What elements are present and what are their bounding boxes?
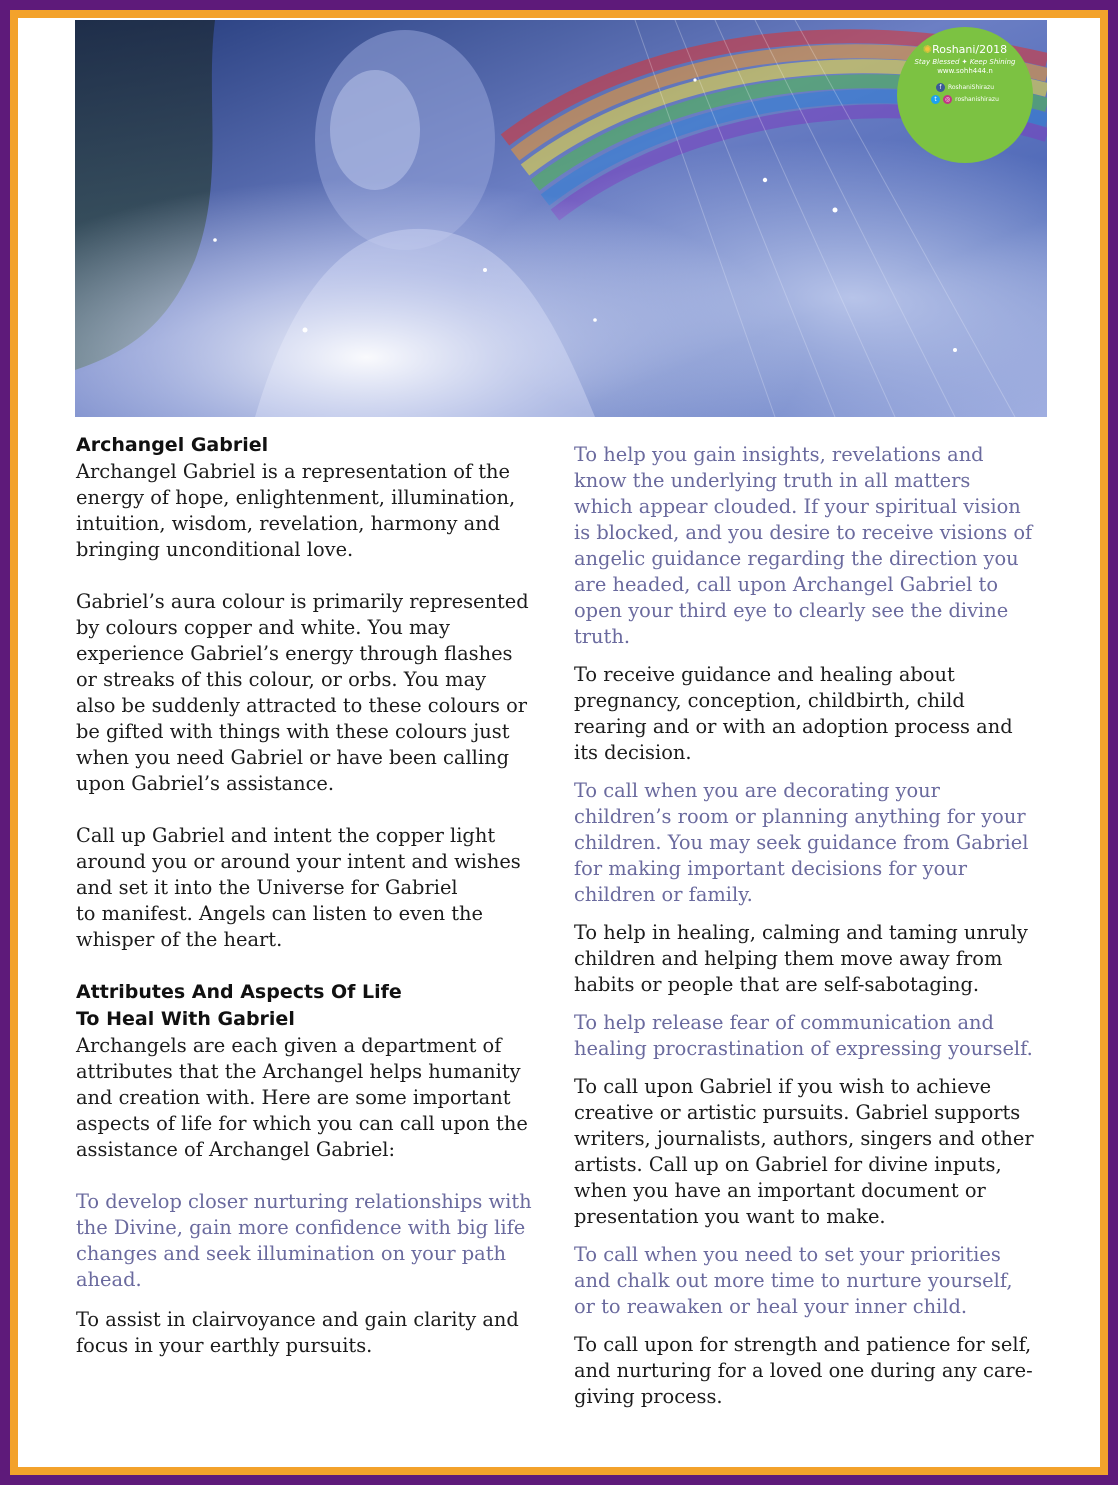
right-column <box>574 442 1059 1410</box>
badge-facebook: RoshaniShirazu <box>947 84 995 91</box>
heading-archangel-gabriel: Archangel Gabriel <box>76 434 269 456</box>
divine-paragraph: To develop closer nurturing relationships with the Divine, gain more confidence with big life changes and seek illumination on your path ahead. <box>76 1190 532 1291</box>
sun-icon: ✺ <box>922 43 933 56</box>
children-room-paragraph: To call when you are decorating your children’s room or planning anything for your children. You may seek guidance from Gabriel for making important decisions for your children or family. <box>574 779 1029 906</box>
twitter-icon: t <box>931 95 940 104</box>
unruly-children-paragraph: To help in healing, calming and taming unruly children and helping them move away from habits or people that are self-sabotaging. <box>574 921 1028 996</box>
attributes-paragraph: Archangels are each given a department of attributes that the Archangel helps humanity and creation with. Here are some important aspects of life for which you can call upon the assistance of Archangel Gabriel: <box>76 1034 528 1161</box>
call-paragraph: Call up Gabriel and intent the copper light around you or around your intent and wishes and set it into the Universe for Gabriel to manifest. Angels can listen to even the whisper of the heart. <box>76 824 521 951</box>
page <box>18 18 1100 1467</box>
hero-image <box>75 20 1047 417</box>
creative-paragraph: To call upon Gabriel if you wish to achieve creative or artistic pursuits. Gabriel supports writers, journalists, authors, singers and other artists. Call up on Gabriel for divine inputs, when you have an important document or presentation you want to make. <box>574 1075 1034 1228</box>
watermark-badge <box>897 27 1033 163</box>
badge-tagline-2: Keep Shining <box>969 58 1016 66</box>
aura-paragraph: Gabriel’s aura colour is primarily represented by colours copper and white. You may experience Gabriel’s energy through flashes or streaks of this colour, or orbs. You may also be suddenly attracted to these colours or be gifted with things with these colours just when you need Gabriel or have been calling upon Gabriel’s assistance. <box>76 590 529 795</box>
badge-website: www.sohh444.n <box>937 67 993 75</box>
strength-paragraph: To call upon for strength and patience for self, and nurturing for a loved one during any care- giving process. <box>574 1333 1033 1408</box>
sparkle-icon: ✦ <box>961 58 968 66</box>
pregnancy-paragraph: To receive guidance and healing about pregnancy, conception, childbirth, child rearing and or with an adoption process and its decision. <box>574 663 1013 764</box>
instagram-icon: ◎ <box>944 96 951 103</box>
priorities-paragraph: To call when you need to set your priorities and chalk out more time to nurture yourself, or to reawaken or heal your inner child. <box>574 1243 1013 1318</box>
clairvoyance-paragraph: To assist in clairvoyance and gain clarity and focus in your earthly pursuits. <box>76 1308 519 1357</box>
left-column <box>76 432 556 1359</box>
heading-attributes: Attributes And Aspects Of Life To Heal With Gabriel <box>76 981 402 1030</box>
badge-title: Roshani/2018 <box>932 43 1008 56</box>
badge-tagline-1: Stay Blessed <box>914 58 960 66</box>
facebook-icon: f <box>936 83 945 92</box>
intro-paragraph: Archangel Gabriel is a representation of the energy of hope, enlightenment, illumination, intuition, wisdom, revelation, harmony and bringing unconditional love. <box>76 460 516 561</box>
communication-paragraph: To help release fear of communication and healing procrastination of expressing yourself. <box>574 1011 1033 1060</box>
insights-paragraph: To help you gain insights, revelations and know the underlying truth in all matters which appear clouded. If your spiritual vision is blocked, and you desire to receive visions of angelic guidance regarding the direction you are headed, call upon Archangel Gabriel to open your third eye to clearly see the divine truth. <box>574 443 1033 648</box>
badge-handle: roshanishirazu <box>955 96 999 103</box>
